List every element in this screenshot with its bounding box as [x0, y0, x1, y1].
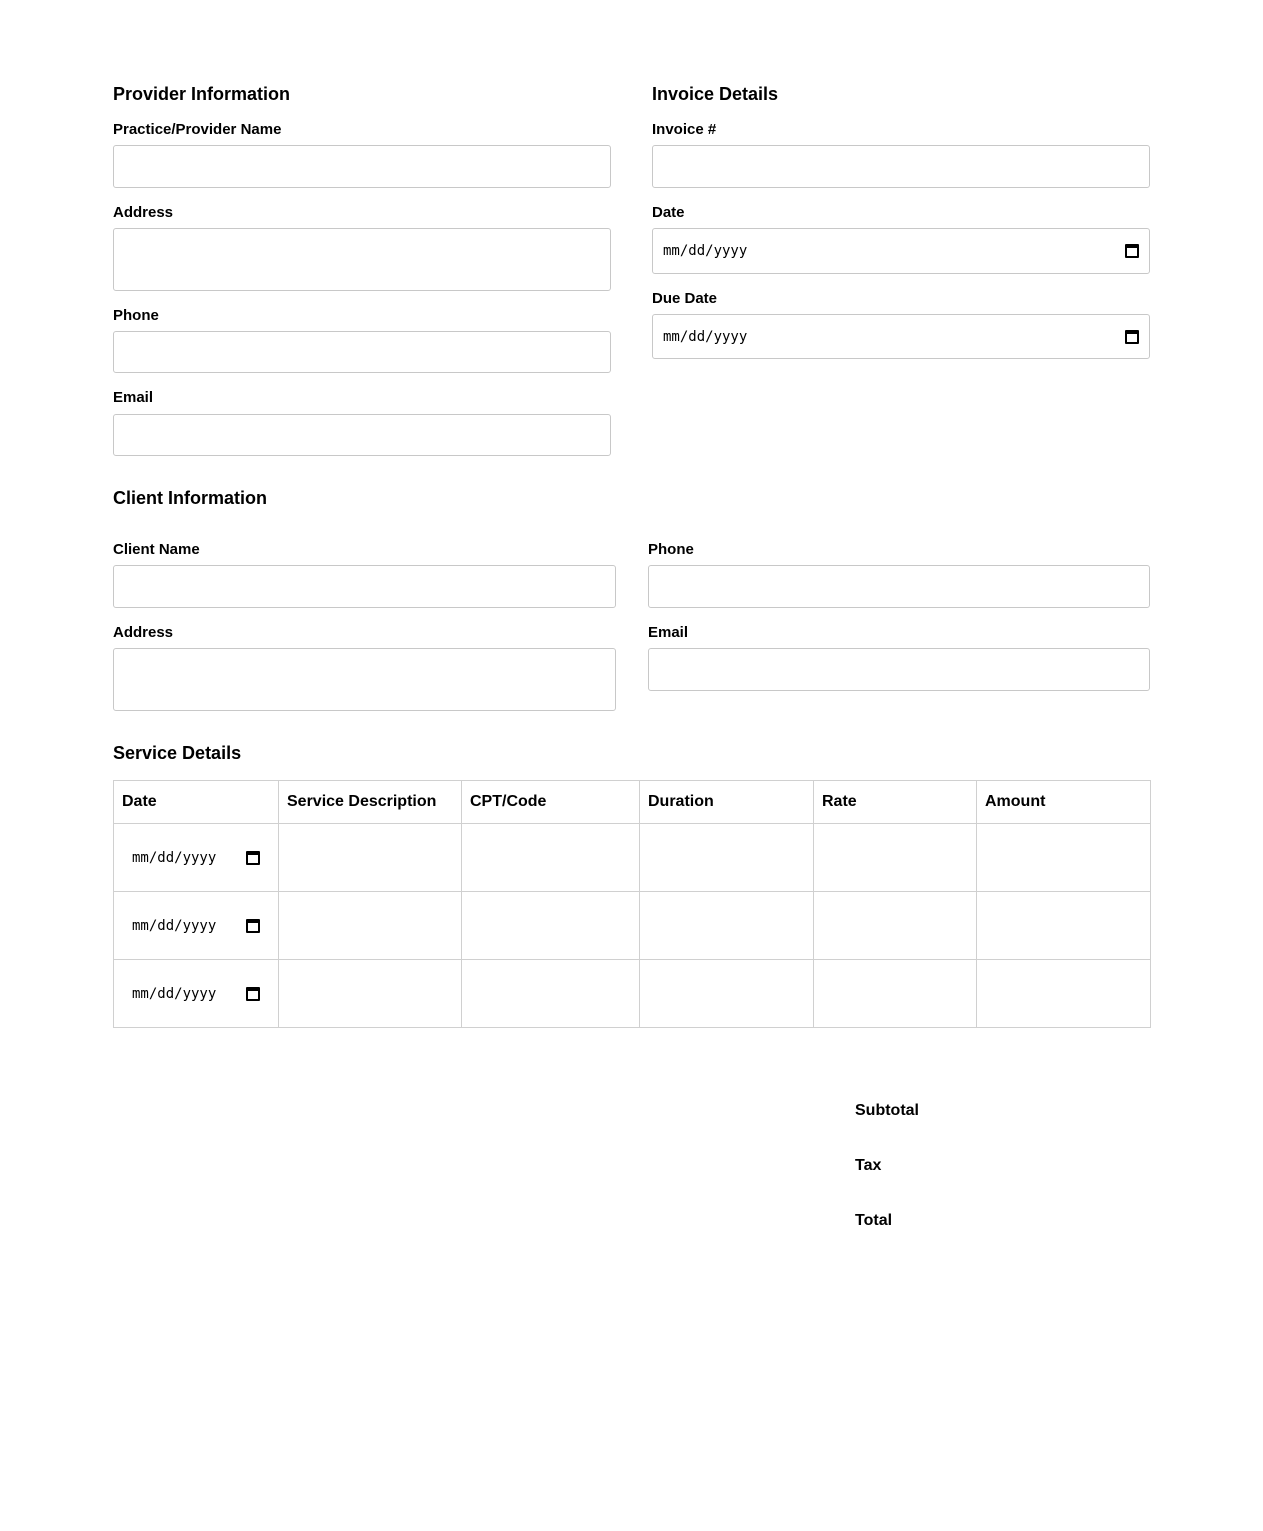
client-section-title: Client Information	[113, 488, 267, 508]
invoice-date-label: Date	[652, 204, 685, 221]
client-phone-input[interactable]	[648, 565, 1150, 608]
rate-cell[interactable]	[814, 960, 977, 1028]
tax-label: Tax	[855, 1157, 882, 1174]
column-header-date: Date	[114, 781, 279, 824]
rate-cell[interactable]	[814, 892, 977, 960]
provider-email-label: Email	[113, 389, 154, 406]
invoice-number-label: Invoice #	[652, 121, 717, 138]
column-header-cpt-code: CPT/Code	[462, 781, 640, 824]
provider-email-input[interactable]	[113, 414, 611, 456]
amount-cell[interactable]	[977, 960, 1151, 1028]
provider-address-label: Address	[113, 204, 174, 221]
row-date-cell[interactable]	[114, 892, 279, 960]
row-date-cell[interactable]	[114, 960, 279, 1028]
amount-cell[interactable]	[977, 824, 1151, 892]
row-date-cell[interactable]	[114, 824, 279, 892]
services-table	[113, 780, 1151, 1028]
rate-cell[interactable]	[814, 824, 977, 892]
table-row	[114, 824, 1151, 892]
table-row	[114, 960, 1151, 1028]
subtotal-label: Subtotal	[855, 1102, 919, 1119]
duration-cell[interactable]	[640, 892, 814, 960]
table-header-row	[114, 781, 1151, 824]
invoice-due-date-placeholder: mm/dd/yyyy	[663, 328, 748, 345]
column-header-service-description: Service Description	[279, 781, 462, 824]
invoice-section-title: Invoice Details	[652, 84, 779, 104]
calendar-icon[interactable]	[246, 851, 260, 865]
column-header-rate: Rate	[814, 781, 977, 824]
calendar-icon[interactable]	[1125, 244, 1139, 258]
invoice-date-input[interactable]	[652, 228, 1150, 274]
client-name-label: Client Name	[113, 541, 200, 558]
amount-cell[interactable]	[977, 892, 1151, 960]
cpt-code-cell[interactable]	[462, 892, 640, 960]
invoice-date-placeholder: mm/dd/yyyy	[663, 243, 748, 259]
row-date-input[interactable]	[122, 986, 270, 1002]
provider-address-input[interactable]	[113, 228, 611, 291]
provider-section-title: Provider Information	[113, 84, 291, 104]
client-email-label: Email	[648, 624, 689, 641]
row-date-input[interactable]	[122, 850, 270, 866]
client-address-input[interactable]	[113, 648, 616, 711]
row-date-placeholder: mm/dd/yyyy	[132, 985, 217, 1002]
cpt-code-cell[interactable]	[462, 824, 640, 892]
total-label: Total	[855, 1212, 893, 1229]
service-description-cell[interactable]	[279, 960, 462, 1028]
calendar-icon[interactable]	[1125, 330, 1139, 344]
duration-cell[interactable]	[640, 960, 814, 1028]
invoice-due-date-input[interactable]	[652, 314, 1150, 359]
service-description-cell[interactable]	[279, 824, 462, 892]
provider-name-label: Practice/Provider Name	[113, 121, 282, 138]
invoice-number-input[interactable]	[652, 145, 1150, 188]
service-description-cell[interactable]	[279, 892, 462, 960]
client-address-label: Address	[113, 624, 174, 641]
client-email-input[interactable]	[648, 648, 1150, 691]
duration-cell[interactable]	[640, 824, 814, 892]
client-name-input[interactable]	[113, 565, 616, 608]
cpt-code-cell[interactable]	[462, 960, 640, 1028]
column-header-amount: Amount	[977, 781, 1151, 824]
row-date-placeholder: mm/dd/yyyy	[132, 917, 217, 934]
services-section-title: Service Details	[113, 743, 242, 763]
provider-phone-label: Phone	[113, 307, 159, 324]
provider-name-input[interactable]	[113, 145, 611, 188]
invoice-due-date-label: Due Date	[652, 290, 718, 307]
calendar-icon[interactable]	[246, 987, 260, 1001]
client-phone-label: Phone	[648, 541, 694, 558]
row-date-input[interactable]	[122, 918, 270, 934]
column-header-duration: Duration	[640, 781, 814, 824]
table-row	[114, 892, 1151, 960]
provider-phone-input[interactable]	[113, 331, 611, 373]
row-date-placeholder: mm/dd/yyyy	[132, 849, 217, 866]
calendar-icon[interactable]	[246, 919, 260, 933]
